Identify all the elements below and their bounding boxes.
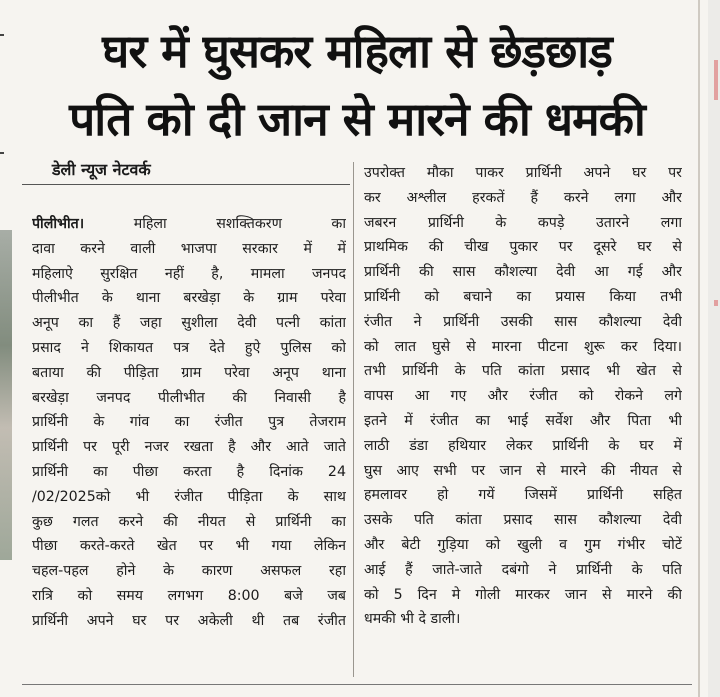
text-line: को 5 दिन मे गोली मारकर जान से मारने की [364, 586, 682, 603]
article-column-right [364, 161, 682, 632]
text-line: जबरन प्रार्थिनी के कपड़े उतारने लगा [364, 214, 682, 231]
text-line: तभी प्रार्थिनी के पति कांता प्रसाद भी खेत से [364, 363, 682, 380]
column-divider [353, 162, 354, 677]
scan-edge-left [0, 230, 12, 560]
text-line: पीलीभीत के थाना बरखेड़ा के ग्राम परेवा [32, 290, 346, 307]
text-line: प्रार्थिनी के गांव का रंजीत पुत्र तेजराम [32, 414, 346, 431]
byline: डेली न्यूज नेटवर्क [52, 160, 151, 179]
text-line: रंजीत ने प्रार्थिनी उसकी सास कौशल्या देवी [364, 313, 682, 330]
bottom-rule [22, 684, 692, 685]
text-line: को लात घुसे से मारना पीटना शुरू कर दिया। [364, 338, 682, 355]
text-line: प्रार्थिनी को बचाने का प्रयास किया तभी [364, 288, 682, 305]
text-line: धमकी भी दे डाली। [364, 611, 461, 628]
text-line: पीलीभीत। महिला सशक्तिकरण का [32, 216, 346, 232]
text-line: कुछ गलत करने की नीयत से प्रार्थिनी का [32, 513, 346, 530]
scan-mark [0, 152, 4, 154]
dateline: पीलीभीत। [32, 216, 85, 232]
scan-mark [714, 300, 718, 306]
text-line: प्रार्थिनी अपने घर पर अकेली थी तब रंजीत [32, 612, 346, 629]
text-line: वापस आ गए और रंजीत को रोकने लगे [364, 388, 682, 405]
text-line: घुस आए सभी पर जान से मारने की नीयत से [364, 462, 682, 479]
text-line: /02/2025को भी रंजीत पीड़िता के साथ [32, 488, 346, 505]
text-line: आई हैं जाते-जाते दबंगो ने प्रार्थिनी के पति [364, 561, 682, 578]
text-line: पीछा करते-करते खेत पर भी गया लेकिन [32, 538, 346, 555]
text-line: महिलाऐ सुरक्षित नहीं है, मामला जनपद [32, 265, 346, 282]
text-line: रात्रि को समय लगभग 8:00 बजे जब [32, 587, 346, 604]
article-column-left [32, 212, 346, 634]
page-border-right [698, 0, 700, 697]
text-line: प्राथमिक की चीख पुकार पर दूसरे घर से [364, 239, 682, 256]
text-line: उसके पति कांता प्रसाद सास कौशल्या देवी [364, 512, 682, 529]
text-line: प्रार्थिनी की सास कौशल्या देवी आ गई और [364, 264, 682, 281]
text-line: इतने में रंजीत का भाई सर्वेश और पिता भी [364, 412, 682, 429]
text-line: उपरोक्त मौका पाकर प्रार्थिनी अपने घर पर [364, 165, 682, 181]
scan-mark [0, 34, 4, 36]
text-line: और बेटी गुड़िया को खुली व गुम गंभीर चोटें [364, 536, 682, 553]
text-line: प्रार्थिनी पर पूरी नजर रखता है और आते जाते [32, 439, 346, 456]
headline-line-1: घर में घुसकर महिला से छेड़छाड़ [102, 24, 612, 78]
text-line: प्रसाद ने शिकायत पत्र देते हुऐ पुलिस को [32, 339, 346, 356]
text-line: प्रार्थिनी का पीछा करता है दिनांक 24 [32, 463, 346, 480]
scan-edge-right [708, 0, 720, 697]
scan-mark [714, 60, 718, 100]
text-line: बताया की पीड़िता ग्राम परेवा अनूप थाना [32, 364, 346, 381]
text-line: दावा करने वाली भाजपा सरकार में में [32, 240, 346, 257]
headline-line-2: पति को दी जान से मारने की धमकी [69, 92, 645, 146]
text-line: चहल-पहल होने के कारण असफल रहा [32, 563, 346, 580]
text-line: लाठी डंडा हथियार लेकर प्रार्थिनी के घर में [364, 437, 682, 454]
text-line: कर अश्लील हरकतें हैं करने लगा और [364, 189, 682, 206]
text-line: हमलावर हो गयें जिसमें प्रार्थिनी सहित [364, 487, 682, 504]
byline-rule [22, 184, 350, 185]
text-line: अनूप का हैं जहा सुशीला देवी पत्नी कांता [32, 315, 346, 332]
text-line: बरखेड़ा जनपद पीलीभीत की निवासी है [32, 389, 346, 406]
